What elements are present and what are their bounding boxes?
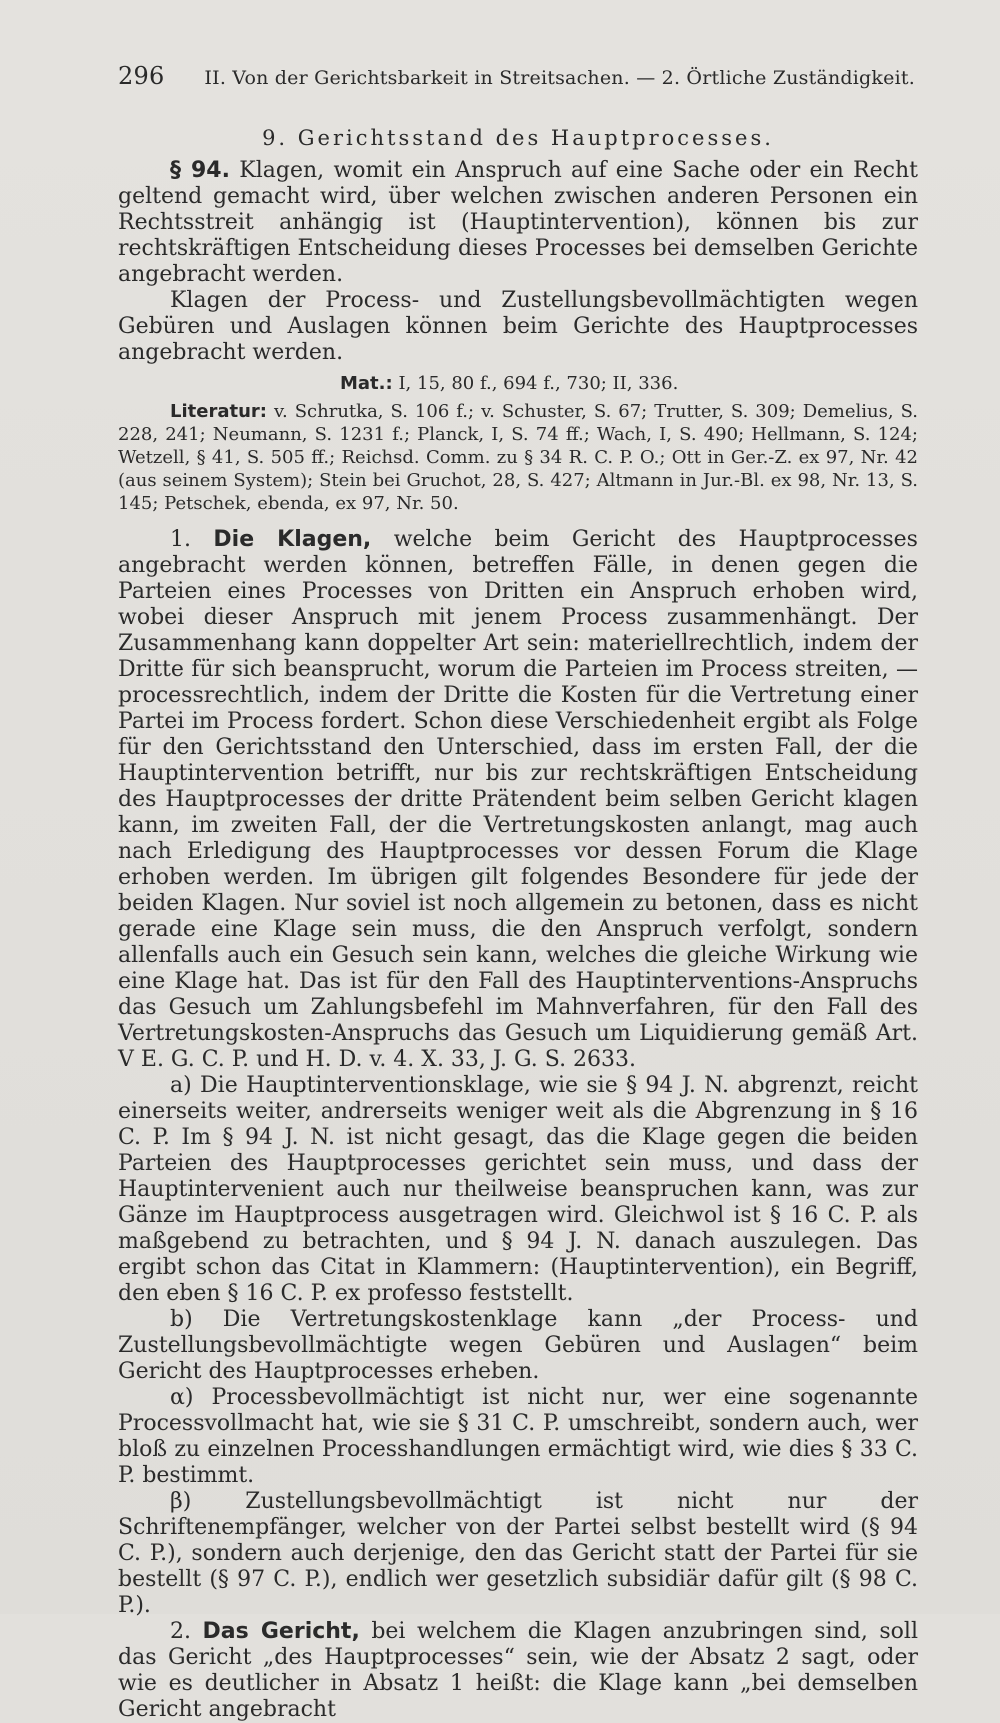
note-2-number: 2. — [170, 1619, 191, 1644]
note-1-number: 1. — [170, 527, 191, 552]
note-2-text: bei welchem die Klagen anzubringen sind, soll das Gericht „des Hauptprocesses“ sein, wie der Absatz 2 sagt, oder wie es deutlicher in Absatz 1 heißt: die Klage kann „bei demselben Gericht angebracht — [118, 1619, 918, 1722]
note-alpha-text: α) Processbevollmächtigt ist nicht nur, wer eine sogenannte Processvollmacht hat, wie sie § 31 C. P. umschreibt, sondern auch, wer bloß zu einzelnen Processhandlungen ermächtigt wird, wie dies § 33 C. P. bestimmt. — [118, 1385, 918, 1488]
paragraph-mark: § 94. — [170, 158, 230, 183]
note-alpha — [118, 1385, 918, 1489]
note-b-text: b) Die Vertretungskostenklage kann „der Process- und Zustellungsbevollmächtigte wegen Gebüren und Auslagen“ beim Gericht des Hauptprocesses erheben. — [118, 1307, 918, 1384]
note-2 — [118, 1619, 918, 1723]
note-a — [118, 1073, 918, 1307]
note-beta-text: β) Zustellungsbevollmächtigt ist nicht nur der Schriftenempfänger, welcher von der Partei selbst bestellt wird (§ 94 C. P.), sondern auch derjenige, den das Gericht statt der Partei für sie bestellt (§ 97 C. P.), endlich wer gesetzlich subsidiär dafür gilt (§ 98 C. P.). — [118, 1489, 918, 1618]
section-title: 9. Gerichtsstand des Hauptprocesses. — [262, 126, 774, 150]
page-number: 296 — [118, 62, 165, 90]
statute-text-1: Klagen, womit ein Anspruch auf eine Sache oder ein Recht geltend gemacht wird, über welchen zwischen anderen Personen ein Rechtsstreit anhängig ist (Hauptintervention), können bis zur rechtskräftigen Entscheidung dieses Processes bei demselben Gerichte angebracht werden. — [118, 158, 919, 287]
note-a-text: a) Die Hauptinterventionsklage, wie sie § 94 J. N. abgrenzt, reicht einerseits weiter, andrerseits weniger weit als die Abgrenzung in § 16 C. P. Im § 94 J. N. ist nicht gesagt, das die Klage gegen die beiden Parteien des Hauptprocesses gerichtet sein muss, und dass der Hauptintervenient auch nur theilweise beanspruchen kann, was zur Gänze im Hauptprocess ausgetragen wird. Gleichwol ist § 16 C. P. als maßgebend zu betrachten, und § 94 J. N. danach auszulegen. Das ergibt schon das Citat in Klammern: (Hauptintervention), ein Begriff, den eben § 16 C. P. ex professo feststellt. — [118, 1073, 918, 1306]
note-1 — [118, 527, 918, 1073]
note-b — [118, 1307, 918, 1385]
materials-text: I, 15, 80 f., 694 f., 730; II, 336. — [398, 373, 679, 394]
materials-label: Mat.: — [340, 373, 393, 394]
note-2-lead: Das Gericht, — [202, 1619, 360, 1644]
running-title: II. Von der Gerichtsbarkeit in Streitsachen. — 2. Örtliche Zuständigkeit. — [204, 67, 915, 89]
note-1-text: welche beim Gericht des Hauptprocesses angebracht werden können, betreffen Fälle, in denen gegen die Parteien eines Processes von Dritten ein Anspruch erhoben wird, wobei dieser Anspruch mit jenem Process zusammenhängt. Der Zusammenhang kann doppelter Art sein: materiellrechtlich, indem der Dritte für sich beansprucht, worum die Parteien im Process streiten, — processrechtlich, indem der Dritte die Kosten für die Vertretung einer Partei im Process fordert. Schon diese Verschiedenheit ergibt als Folge für den Gerichtsstand den Unterschied, dass im ersten Fall, der die Hauptintervention betrifft, nur bis zur rechtskräftigen Entscheidung des Hauptprocesses der dritte Prätendent beim selben Gericht klagen kann, im zweiten Fall, der die Vertretungskosten anlangt, mag auch nach Erledigung des Hauptprocesses vor dessen Forum die Klage erhoben werden. Im übrigen gilt folgendes Besondere für jede der beiden Klagen. Nur soviel ist noch allgemein zu betonen, dass es nicht gerade eine Klage sein muss, die den Anspruch verfolgt, sondern allenfalls auch ein Gesuch sein kann, welches die gleiche Wirkung wie eine Klage hat. Das ist für den Fall des Hauptinterventions-Anspruchs das Gesuch um Zahlungsbefehl im Mahnverfahren, für den Fall des Vertretungskosten-Anspruchs das Gesuch um Liquidierung gemäß Art. V E. G. C. P. und H. D. v. 4. X. 33, J. G. S. 2633. — [118, 527, 918, 1072]
materials-line — [118, 372, 918, 396]
literature-label: Literatur: — [170, 401, 267, 422]
literature-block — [118, 400, 918, 515]
note-beta — [118, 1489, 918, 1619]
running-head — [118, 62, 918, 90]
note-1-lead: Die Klagen, — [213, 527, 372, 552]
statute-paragraph-1 — [118, 158, 918, 288]
text-column — [118, 62, 918, 1723]
statute-paragraph-2 — [118, 288, 918, 366]
statute-text-2: Klagen der Process- und Zustellungsbevollmächtigten wegen Gebüren und Auslagen können beim Gerichte des Hauptprocesses angebracht werden. — [118, 288, 918, 365]
literature-text: v. Schrutka, S. 106 f.; v. Schuster, S. 67; Trutter, S. 309; Demelius, S. 228, 241; Neumann, S. 1231 f.; Planck, I, S. 74 ff.; Wach, I, S. 490; Hellmann, S. 124; Wetzell, § 41, S. 505 ff.; Reichsd. Comm. zu § 34 R. C. P. O.; Ott in Ger.-Z. ex 97, Nr. 42 (aus seinem System); Stein bei Gruchot, 28, S. 427; Altmann in Jur.-Bl. ex 98, Nr. 13, S. 145; Petschek, ebenda, ex 97, Nr. 50. — [118, 401, 918, 514]
